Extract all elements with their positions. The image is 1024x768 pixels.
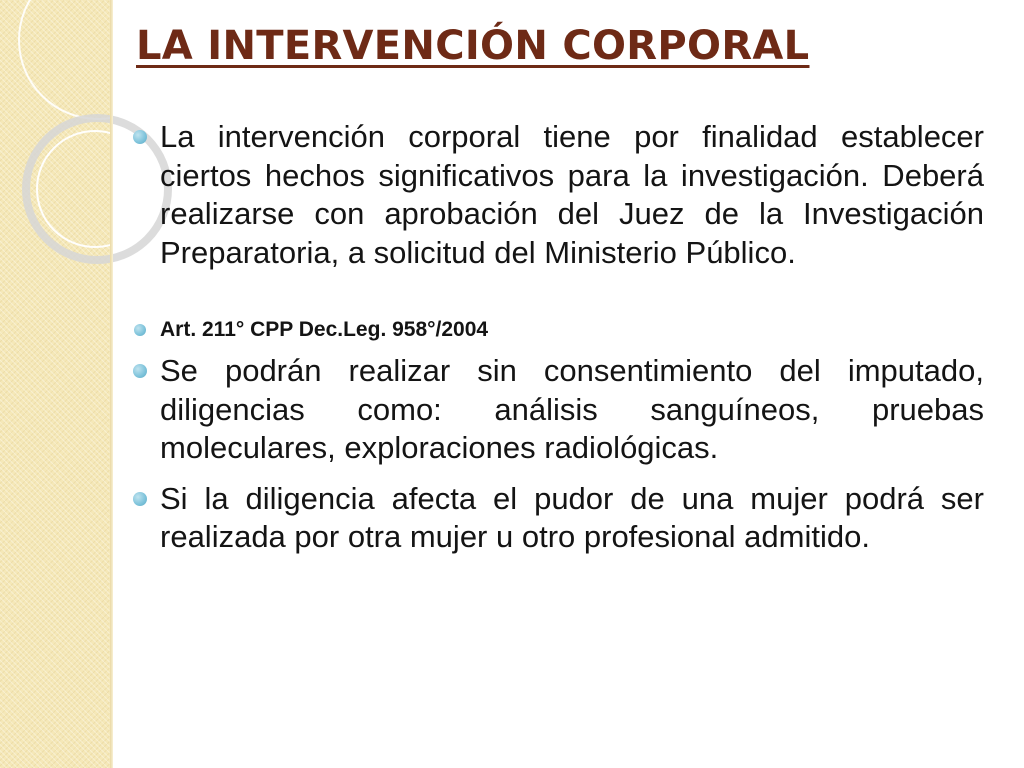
bullet-list — [128, 118, 984, 557]
bullet-item-legal-reference: Art. 211° CPP Dec.Leg. 958°/2004 — [128, 316, 984, 344]
decorative-sidebar — [0, 0, 112, 768]
bullet-item-without-consent: Se podrán realizar sin consentimiento del imputado, diligencias como: análisis sanguíneos, pruebas moleculares, exploraciones radiológicas. — [128, 352, 984, 468]
sidebar-edge — [110, 0, 113, 768]
bullet-item-modesty: Si la diligencia afecta el pudor de una mujer podrá ser realizada por otra mujer u otro profesional admitido. — [128, 480, 984, 557]
bullet-item-purpose: La intervención corporal tiene por finalidad establecer ciertos hechos significativos para la investigación. Deberá realizarse con aprobación del Juez de la Investigación Preparatoria, a solicitud del Ministerio Público. — [128, 118, 984, 272]
slide-title: LA INTERVENCIÓN CORPORAL — [136, 23, 810, 69]
